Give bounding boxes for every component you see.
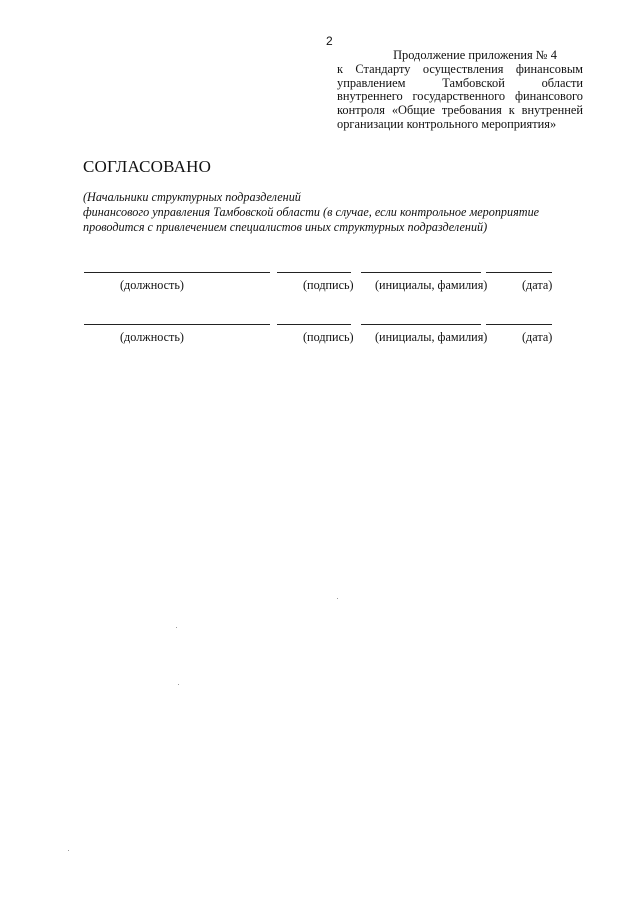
date-line: [486, 324, 552, 325]
approval-heading: СОГЛАСОВАНО: [83, 157, 212, 176]
note-line: проводится с привлечением специалистов иных структурных подразделений): [83, 220, 488, 234]
name-caption: (инициалы, фамилия): [375, 330, 488, 344]
date-caption: (дата): [522, 330, 553, 344]
scan-speck: [178, 684, 179, 685]
page-number: 2: [326, 34, 333, 48]
signature-caption: (подпись): [303, 278, 354, 292]
note-line: (Начальники структурных подразделений: [83, 190, 301, 204]
appendix-header: [337, 49, 583, 132]
approval-note: [83, 190, 583, 235]
signature-line: [277, 272, 351, 273]
scan-speck: [176, 627, 177, 628]
position-caption: (должность): [120, 278, 184, 292]
scan-speck: [337, 598, 338, 599]
date-caption: (дата): [522, 278, 553, 292]
note-line: финансового управления Тамбовской области (в случае, если контрольное мероприятие: [83, 205, 540, 219]
date-line: [486, 272, 552, 273]
name-line: [361, 324, 481, 325]
name-line: [361, 272, 481, 273]
name-caption: (инициалы, фамилия): [375, 278, 488, 292]
scan-speck: [68, 850, 69, 851]
appendix-title: Продолжение приложения № 4: [393, 48, 557, 62]
position-caption: (должность): [120, 330, 184, 344]
appendix-text: к Стандарту осуществления финансовым управлением Тамбовской области внутреннего государственного финансового контроля «Общие требования к внутренней организации контрольного мероприятия»: [337, 61, 583, 131]
signature-line: [277, 324, 351, 325]
position-line: [84, 324, 270, 325]
signature-row: [0, 268, 640, 292]
position-line: [84, 272, 270, 273]
signature-row: [0, 320, 640, 344]
signature-caption: (подпись): [303, 330, 354, 344]
